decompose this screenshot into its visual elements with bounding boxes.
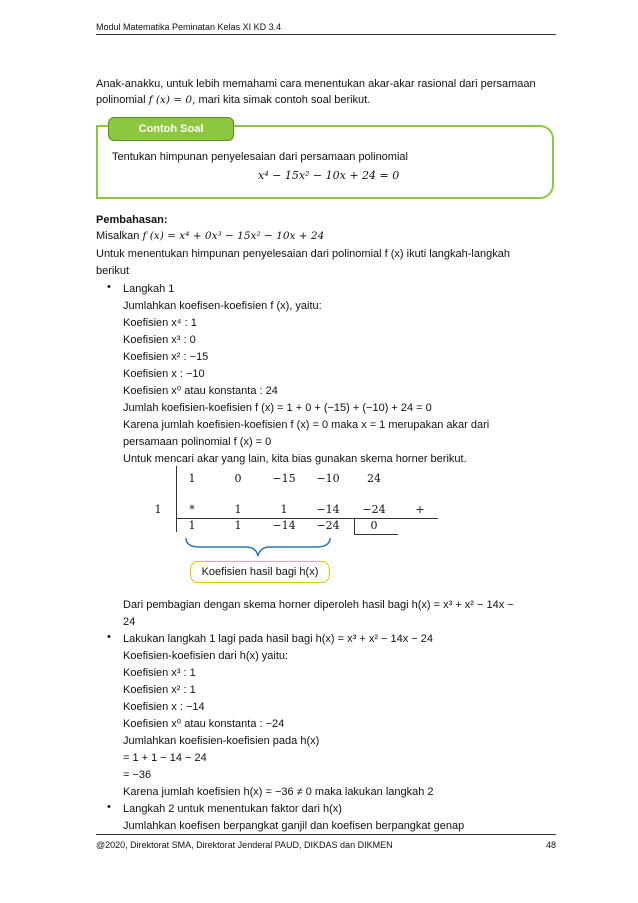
callout-quotient: Koefisien hasil bagi h(x) <box>190 561 330 583</box>
stepb-line: Koefisien x⁰ atau konstanta : −24 <box>123 718 285 730</box>
intro-line-2 <box>96 92 370 108</box>
horner-cell: 1 <box>280 503 288 516</box>
example-question: Tentukan himpunan penyelesaian dari persamaan polinomial <box>112 151 408 163</box>
step2-title: Langkah 2 untuk menentukan faktor dari h(x) <box>123 803 342 815</box>
footer-text: @2020, Direktorat SMA, Direktorat Jenderal PAUD, DIKDAS dan DIKMEN <box>96 840 393 850</box>
header-divider <box>96 34 556 35</box>
step1-line: Koefisien x³ : 0 <box>123 334 196 346</box>
curly-brace-icon <box>182 536 332 558</box>
stepb-line: = −36 <box>123 769 152 781</box>
intro-text-a: polinomial <box>96 94 149 106</box>
solution-heading: Pembahasan: <box>96 214 168 226</box>
horner-horizontal-line <box>176 518 438 519</box>
step1-line: persamaan polinomial f (x) = 0 <box>123 436 272 448</box>
step1-line: Jumlah koefisien-koefisien f (x) = 1 + 0 + (−15) + (−10) + 24 = 0 <box>123 402 432 414</box>
step1-line: Koefisien x⁰ atau konstanta : 24 <box>123 385 278 397</box>
horner-cell: 0 <box>234 472 242 485</box>
intro-text-b: mari kita simak contoh soal berikut. <box>195 94 371 106</box>
horner-cell: 24 <box>367 472 381 485</box>
horner-cell: 1 <box>188 519 196 532</box>
step1-line: Koefisien x : −10 <box>123 368 205 380</box>
remainder-box-bottom <box>354 534 398 535</box>
step1-line: Jumlahkan koefisen-koefisien f (x), yaitu: <box>123 300 322 312</box>
result-line-1: Dari pembagian dengan skema horner diperoleh hasil bagi h(x) = x³ + x² − 14x − <box>123 599 514 611</box>
horner-divisor: 1 <box>154 503 162 516</box>
step1-line: Untuk mencari akar yang lain, kita bias gunakan skema horner berikut. <box>123 453 467 465</box>
bullet-icon: • <box>107 801 111 813</box>
horner-cell: −14 <box>316 503 340 516</box>
stepb-line: Koefisien x : −14 <box>123 701 205 713</box>
step1-line: Koefisien x⁴ : 1 <box>123 317 197 329</box>
horner-cell: * <box>189 503 195 516</box>
stepb-line: Koefisien-koefisien dari h(x) yaitu: <box>123 650 289 662</box>
result-line-2: 24 <box>123 616 136 628</box>
example-tab: Contoh Soal <box>108 117 234 141</box>
solution-let <box>96 228 324 244</box>
step1-line: Koefisien x² : −15 <box>123 351 209 363</box>
step1-line: Karena jumlah koefisien-koefisien f (x) = 0 maka x = 1 merupakan akar dari <box>123 419 490 431</box>
horner-cell: −24 <box>316 519 340 532</box>
stepb-line: Jumlahkan koefisien-koefisien pada h(x) <box>123 735 320 747</box>
stepb-line: Karena jumlah koefisien h(x) = −36 ≠ 0 maka lakukan langkah 2 <box>123 786 434 798</box>
step1-title: Langkah 1 <box>123 283 175 295</box>
stepb-title: Lakukan langkah 1 lagi pada hasil bagi h(x) = x³ + x² − 14x − 24 <box>123 633 434 645</box>
solution-intro-1: Untuk menentukan himpunan penyelesaian dari polinomial f (x) ikuti langkah-langkah <box>96 248 510 260</box>
example-equation: x⁴ − 15x² − 10x + 24 = 0 <box>258 169 400 182</box>
stepb-line: = 1 + 1 − 14 − 24 <box>123 752 207 764</box>
stepb-line: Koefisien x³ : 1 <box>123 667 196 679</box>
step2-line: Jumlahkan koefisen berpangkat ganjil dan koefisen berpangkat genap <box>123 820 465 832</box>
stepb-line: Koefisien x² : 1 <box>123 684 196 696</box>
intro-line-1: Anak-anakku, untuk lebih memahami cara menentukan akar-akar rasional dari persamaan <box>96 78 536 90</box>
horner-cell: −15 <box>272 472 296 485</box>
horner-remainder: 0 <box>370 519 378 532</box>
bullet-icon: • <box>107 281 111 293</box>
let-math: f (x) = x⁴ + 0x³ − 15x² − 10x + 24 <box>142 230 325 242</box>
horner-cell: 1 <box>234 519 242 532</box>
footer-divider <box>96 834 556 835</box>
horner-cell: −10 <box>316 472 340 485</box>
horner-cell: 1 <box>234 503 242 516</box>
horner-cell: 1 <box>188 472 196 485</box>
horner-cell: −24 <box>362 503 386 516</box>
horner-plus-sign: + <box>415 503 425 516</box>
page-header-title: Modul Matematika Peminatan Kelas XI KD 3.4 <box>96 22 282 32</box>
let-text: Misalkan <box>96 230 143 242</box>
page-number: 48 <box>545 840 556 850</box>
horner-cell: −14 <box>272 519 296 532</box>
intro-math: f (x) = 0, <box>148 94 196 106</box>
bullet-icon: • <box>107 631 111 643</box>
solution-intro-2: berikut <box>96 265 130 277</box>
